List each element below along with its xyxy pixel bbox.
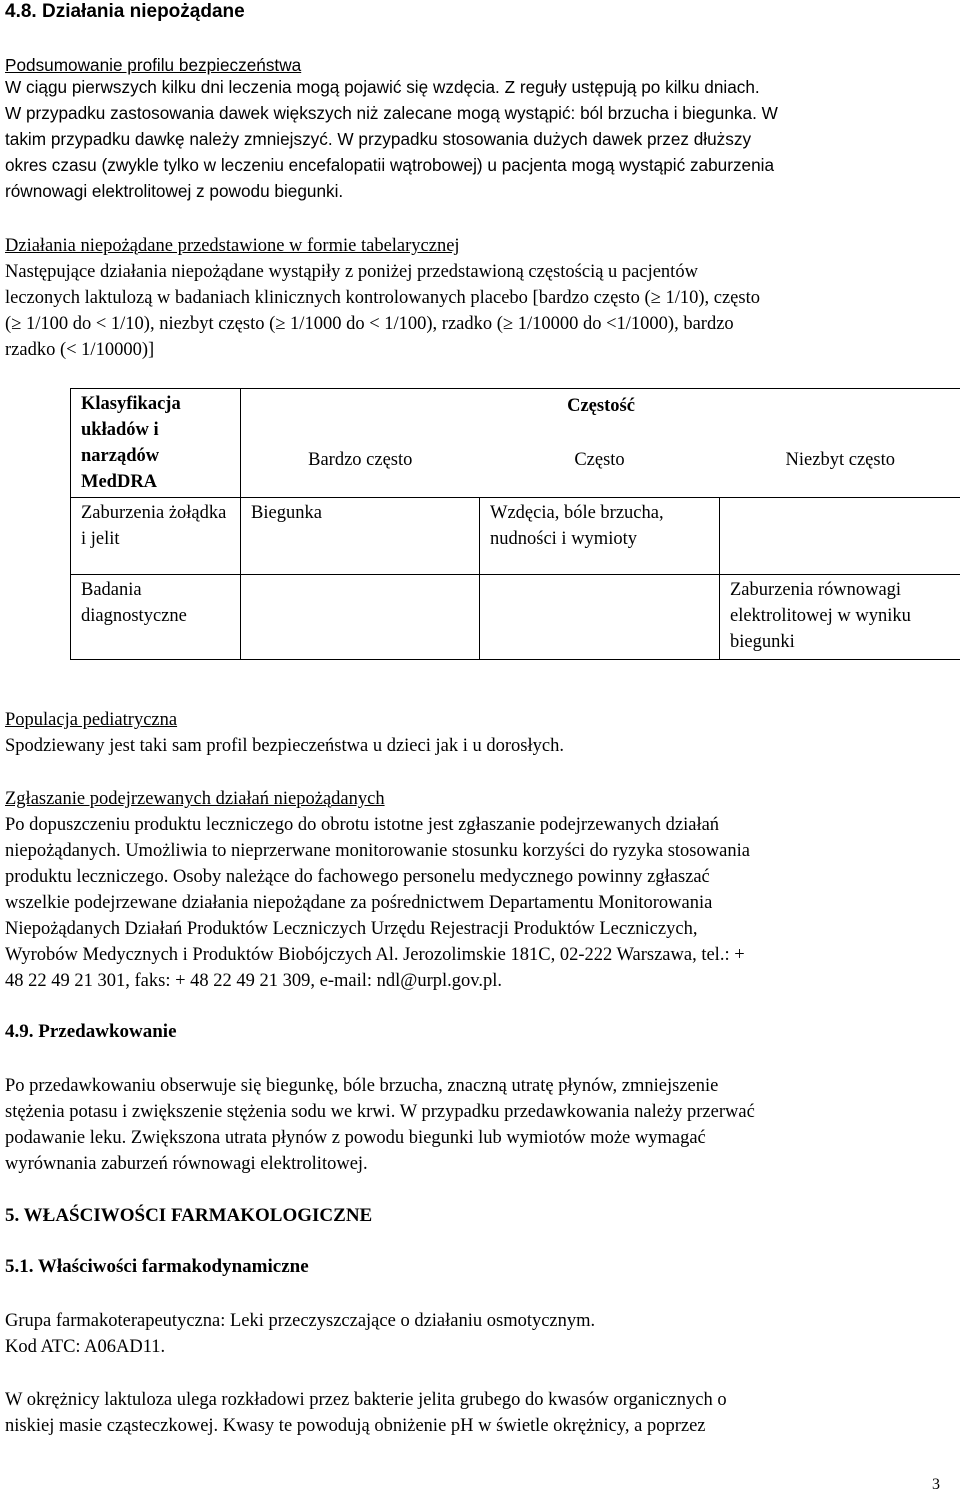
text-line: W ciągu pierwszych kilku dni leczenia mogą pojawić się wzdęcia. Z reguły ustępują po kilku dniach. xyxy=(5,77,760,97)
text-line: niepożądanych. Umożliwia to nieprzerwane monitorowanie stosunku korzyści do ryzyka stosowania xyxy=(5,841,750,861)
text-line: takim przypadku dawkę należy zmniejszyć. W przypadku stosowania dużych dawek przez dłuższy xyxy=(5,129,752,149)
very-common-cell xyxy=(241,575,480,660)
pharmacotherapeutic-group: Grupa farmakoterapeutyczna: Leki przeczyszczające o działaniu osmotycznym. xyxy=(5,1311,596,1331)
text-line: okres czasu (zwykle tylko w leczeniu encefalopatii wątrobowej) u pacjenta mogą wystąpić zaburzenia xyxy=(5,155,775,175)
common-cell xyxy=(480,575,720,660)
section-heading-4-8: 4.8. Działania niepożądane xyxy=(5,1,245,22)
text-line: produktu leczniczego. Osoby należące do fachowego personelu medycznego powinny zgłaszać xyxy=(5,867,710,887)
text-line: Po dopuszczeniu produktu leczniczego do obrotu istotne jest zgłaszanie podejrzewanych działań xyxy=(5,815,720,835)
section-heading-4-9: 4.9. Przedawkowanie xyxy=(5,1021,177,1042)
text-line: W przypadku zastosowania dawek większych niż zalecane mogą wystąpić: ból brzucha i biegunka. W xyxy=(5,103,778,123)
soc-cell: Badania diagnostyczne xyxy=(71,575,241,660)
soc-header-cell: Klasyfikacja układów i narządów MedDRA xyxy=(71,389,241,498)
overdose-paragraph xyxy=(5,1073,755,1177)
text-line: Następujące działania niepożądane wystąpiły z poniżej przedstawioną częstością u pacjentów xyxy=(5,262,698,282)
text-line: wszelkie podejrzewane działania niepożądane za pośrednictwem Departamentu Monitorowania xyxy=(5,893,713,913)
text-line: niskiej masie cząsteczkowej. Kwasy te powodują obniżenie pH w świetle okrężnicy, a poprzez xyxy=(5,1416,706,1436)
common-cell: Wzdęcia, bóle brzucha, nudności i wymioty xyxy=(480,498,720,575)
text-line: 48 22 49 21 301, faks: + 48 22 49 21 309, e-mail: ndl@urpl.gov.pl. xyxy=(5,971,502,991)
text-line: leczonych laktulozą w badaniach klinicznych kontrolowanych placebo [bardzo często (≥ 1/10), często xyxy=(5,288,760,308)
tabular-title: Działania niepożądane przedstawione w formie tabelarycznej xyxy=(5,236,460,256)
pediatric-title: Populacja pediatryczna xyxy=(5,710,178,730)
text-line: W okrężnicy laktuloza ulega rozkładowi przez bakterie jelita grubego do kwasów organicznych o xyxy=(5,1390,727,1410)
pharmacodynamics-paragraph xyxy=(5,1387,727,1439)
text-line: rzadko (< 1/10000)] xyxy=(5,340,155,360)
text-line: podawanie leku. Zwiększona utrata płynów z powodu biegunki lub wymiotów może wymagać xyxy=(5,1128,706,1148)
text-line: (≥ 1/100 do < 1/10), niezbyt często (≥ 1/1000 do < 1/100), rzadko (≥ 1/10000 do <1/1000), bardzo xyxy=(5,314,734,334)
table-row xyxy=(71,575,960,660)
section-heading-5-1: 5.1. Właściwości farmakodynamiczne xyxy=(5,1256,309,1277)
adverse-reactions-table xyxy=(70,388,960,660)
safety-profile-paragraph xyxy=(5,74,778,204)
text-line: stężenia potasu i zwiększenie stężenia sodu we krwi. W przypadku przedawkowania należy przerwać xyxy=(5,1102,755,1122)
text-line: wyrównania zaburzeń równowagi elektrolitowej. xyxy=(5,1154,368,1174)
very-common-header: Bardzo często xyxy=(241,445,480,498)
reporting-paragraph xyxy=(5,812,750,994)
atc-code: Kod ATC: A06AD11. xyxy=(5,1337,166,1357)
table-header-row xyxy=(71,389,960,445)
uncommon-cell xyxy=(720,498,960,575)
pediatric-text: Spodziewany jest taki sam profil bezpieczeństwa u dzieci jak i u dorosłych. xyxy=(5,736,564,756)
uncommon-cell: Zaburzenia równowagi elektrolitowej w wyniku biegunki xyxy=(720,575,960,660)
uncommon-header: Niezbyt często xyxy=(720,445,960,498)
text-line: równowagi elektrolitowej z powodu biegunki. xyxy=(5,181,344,201)
text-line: Niepożądanych Działań Produktów Leczniczych Urzędu Rejestracji Produktów Leczniczych, xyxy=(5,919,698,939)
table-row xyxy=(71,498,960,575)
section-heading-5: 5. WŁAŚCIWOŚCI FARMAKOLOGICZNE xyxy=(5,1205,373,1226)
text-line: Po przedawkowaniu obserwuje się biegunkę, bóle brzucha, znaczną utratę płynów, zmniejszenie xyxy=(5,1076,719,1096)
frequency-header-cell: Częstość xyxy=(241,389,960,445)
very-common-cell: Biegunka xyxy=(241,498,480,575)
tabular-intro-paragraph xyxy=(5,259,760,363)
soc-cell: Zaburzenia żołądka i jelit xyxy=(71,498,241,575)
safety-profile-title: Podsumowanie profilu bezpieczeństwa xyxy=(5,55,302,75)
reporting-title: Zgłaszanie podejrzewanych działań niepożądanych xyxy=(5,789,385,809)
common-header: Często xyxy=(480,445,720,498)
text-line: Wyrobów Medycznych i Produktów Biobójczych Al. Jerozolimskie 181C, 02-222 Warszawa, tel.: + xyxy=(5,945,745,965)
page-number: 3 xyxy=(932,1476,940,1493)
